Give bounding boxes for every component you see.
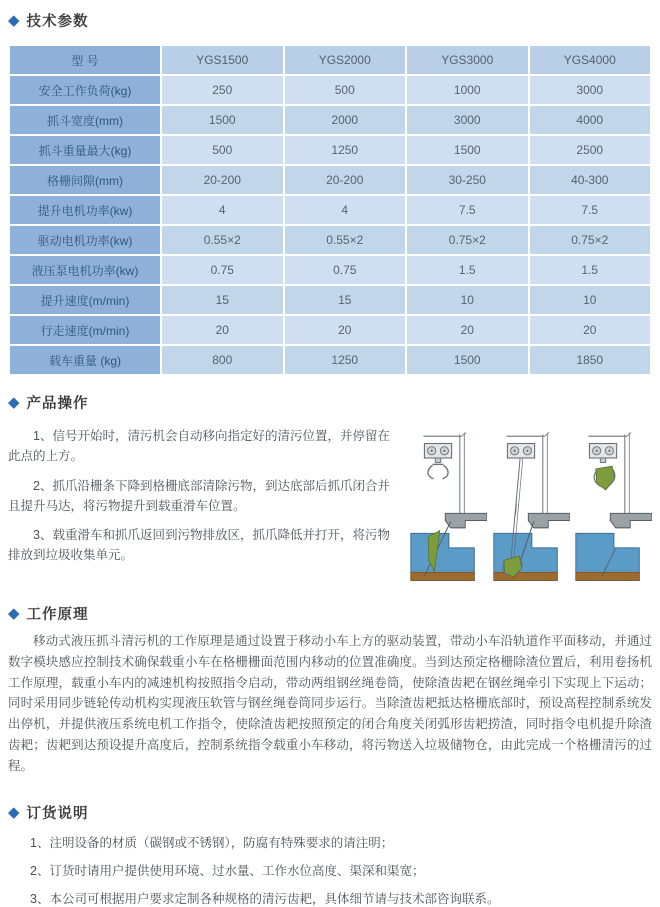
- table-row: [9, 105, 651, 135]
- cell-value: 20: [529, 315, 652, 345]
- operation-diagrams: [409, 419, 652, 595]
- cell-value: 10: [406, 285, 529, 315]
- diamond-icon: ◆: [8, 12, 20, 29]
- cell-value: 15: [161, 285, 284, 315]
- row-label: 抓斗宽度(mm): [9, 105, 161, 135]
- diagram-step-1-grab-parked: [409, 419, 487, 595]
- cell-value: 0.75: [161, 255, 284, 285]
- diamond-icon: ◆: [8, 804, 20, 822]
- section-title: 技术参数: [26, 14, 89, 30]
- cell-value: 20: [406, 315, 529, 345]
- cell-value: 1500: [406, 135, 529, 165]
- cell-value: 7.5: [406, 195, 529, 225]
- row-label: 抓斗重量最大(kg): [9, 135, 161, 165]
- section-header-tech-params: [8, 10, 652, 31]
- cell-value: 10: [529, 285, 652, 315]
- cell-value: 0.55×2: [161, 225, 284, 255]
- row-label: 安全工作负荷(kg): [9, 75, 161, 105]
- model-col-header: YGS4000: [529, 45, 652, 75]
- cell-value: 20-200: [161, 165, 284, 195]
- cell-value: 0.75: [284, 255, 407, 285]
- section-header-ordering: [8, 802, 652, 823]
- row-label: 提升电机功率(kw): [9, 195, 161, 225]
- ordering-section: [8, 802, 652, 907]
- diagram-step-2-grab-lowered: [492, 419, 570, 595]
- cell-value: 0.75×2: [406, 225, 529, 255]
- table-header-row: [9, 45, 651, 75]
- ordering-item: 2、订货时请用户提供使用环境、过水量、工作水位高度、渠深和渠宽；: [30, 864, 425, 879]
- diamond-icon: ◆: [8, 605, 20, 622]
- diagram-step-3-grab-raised: [574, 419, 652, 595]
- operation-steps: [8, 417, 401, 595]
- cell-value: 15: [284, 285, 407, 315]
- table-row: [9, 165, 651, 195]
- section-title: 工作原理: [26, 607, 89, 623]
- cell-value: 1.5: [529, 255, 652, 285]
- cell-value: 500: [284, 75, 407, 105]
- cell-value: 0.75×2: [529, 225, 652, 255]
- cell-value: 20: [284, 315, 407, 345]
- ordering-item: 3、本公司可根据用户要求定制各种规格的清污齿耙，具体细节请与技术部咨询联系。: [30, 892, 500, 907]
- table-row: [9, 345, 651, 375]
- cell-value: 1850: [529, 345, 652, 375]
- cell-value: 1250: [284, 135, 407, 165]
- row-label: 载车重量 (kg): [9, 345, 161, 375]
- cell-value: 4000: [529, 105, 652, 135]
- section-title: 产品操作: [26, 396, 89, 412]
- ordering-item: 1、注明设备的材质（碳钢或不锈钢），防腐有特殊要求的请注明；: [30, 836, 394, 851]
- table-row: [9, 225, 651, 255]
- cell-value: 1.5: [406, 255, 529, 285]
- cell-value: 30-250: [406, 165, 529, 195]
- row-label: 行走速度(m/min): [9, 315, 161, 345]
- model-col-header: YGS1500: [161, 45, 284, 75]
- operation-step: 1、信号开始时，清污机会自动移向指定好的清污位置，并停留在此点的上方。: [8, 429, 390, 464]
- cell-value: 20: [161, 315, 284, 345]
- section-title: 订货说明: [26, 806, 89, 823]
- table-row: [9, 315, 651, 345]
- cell-value: 250: [161, 75, 284, 105]
- row-label: 液压泵电机功率(kw): [9, 255, 161, 285]
- cell-value: 2500: [529, 135, 652, 165]
- table-row: [9, 285, 651, 315]
- operation-section: [8, 417, 652, 595]
- principle-paragraph: 移动式液压抓斗清污机的工作原理是通过设置于移动小车上方的驱动装置，带动小车沿轨道作平面移动，并通过数字模块感应控制技术确保载重小车在格栅栅面范围内移动的位置准确度。当到达预定格栅除渣位置后，利用卷扬机工作原理，载重小车内的减速机构按照指令启动，带动两组钢丝绳卷筒，使除渣齿耙在钢丝绳牵引下实现上下运动；同时采用同步链轮传动机构实现液压软管与钢丝绳卷筒同步运行。当除渣齿耙抵达格栅底部时，预设高程控制系统发出停机，并提供液压系统电机工作指令，使除渣齿耙按照预定的闭合角度关闭弧形齿耙捞渣，同时指令电机提升除渣齿耙；齿耙到达预设提升高度后，控制系统指令载重小车移动，将污物送入垃圾储物仓，由此完成一个格栅清污的过程。: [8, 634, 652, 773]
- operation-step: 2、抓爪沿栅条下降到格栅底部清除污物，到达底部后抓爪闭合并且提升马达，将污物提升到载重滑车位置。: [8, 478, 390, 513]
- cell-value: 7.5: [529, 195, 652, 225]
- cell-value: 3000: [529, 75, 652, 105]
- cell-value: 20-200: [284, 165, 407, 195]
- table-row: [9, 195, 651, 225]
- model-col-header: YGS3000: [406, 45, 529, 75]
- operation-step: 3、载重滑车和抓爪返回到污物排放区，抓爪降低并打开，将污物排放到垃圾收集单元。: [8, 528, 390, 563]
- table-row: [9, 135, 651, 165]
- cell-value: 0.55×2: [284, 225, 407, 255]
- row-label: 提升速度(m/min): [9, 285, 161, 315]
- cell-value: 800: [161, 345, 284, 375]
- row-label: 驱动电机功率(kw): [9, 225, 161, 255]
- cell-value: 1000: [406, 75, 529, 105]
- table-row: [9, 255, 651, 285]
- spec-table: [8, 44, 652, 376]
- cell-value: 3000: [406, 105, 529, 135]
- cell-value: 40-300: [529, 165, 652, 195]
- cell-value: 1500: [161, 105, 284, 135]
- row-label: 格栅间隙(mm): [9, 165, 161, 195]
- table-header-label: 型 号: [9, 45, 161, 75]
- model-col-header: YGS2000: [284, 45, 407, 75]
- diamond-icon: ◆: [8, 394, 20, 411]
- table-row: [9, 75, 651, 105]
- cell-value: 4: [284, 195, 407, 225]
- cell-value: 2000: [284, 105, 407, 135]
- cell-value: 4: [161, 195, 284, 225]
- section-header-principle: [8, 603, 652, 624]
- cell-value: 1250: [284, 345, 407, 375]
- cell-value: 500: [161, 135, 284, 165]
- section-header-operation: [8, 392, 652, 413]
- cell-value: 1500: [406, 345, 529, 375]
